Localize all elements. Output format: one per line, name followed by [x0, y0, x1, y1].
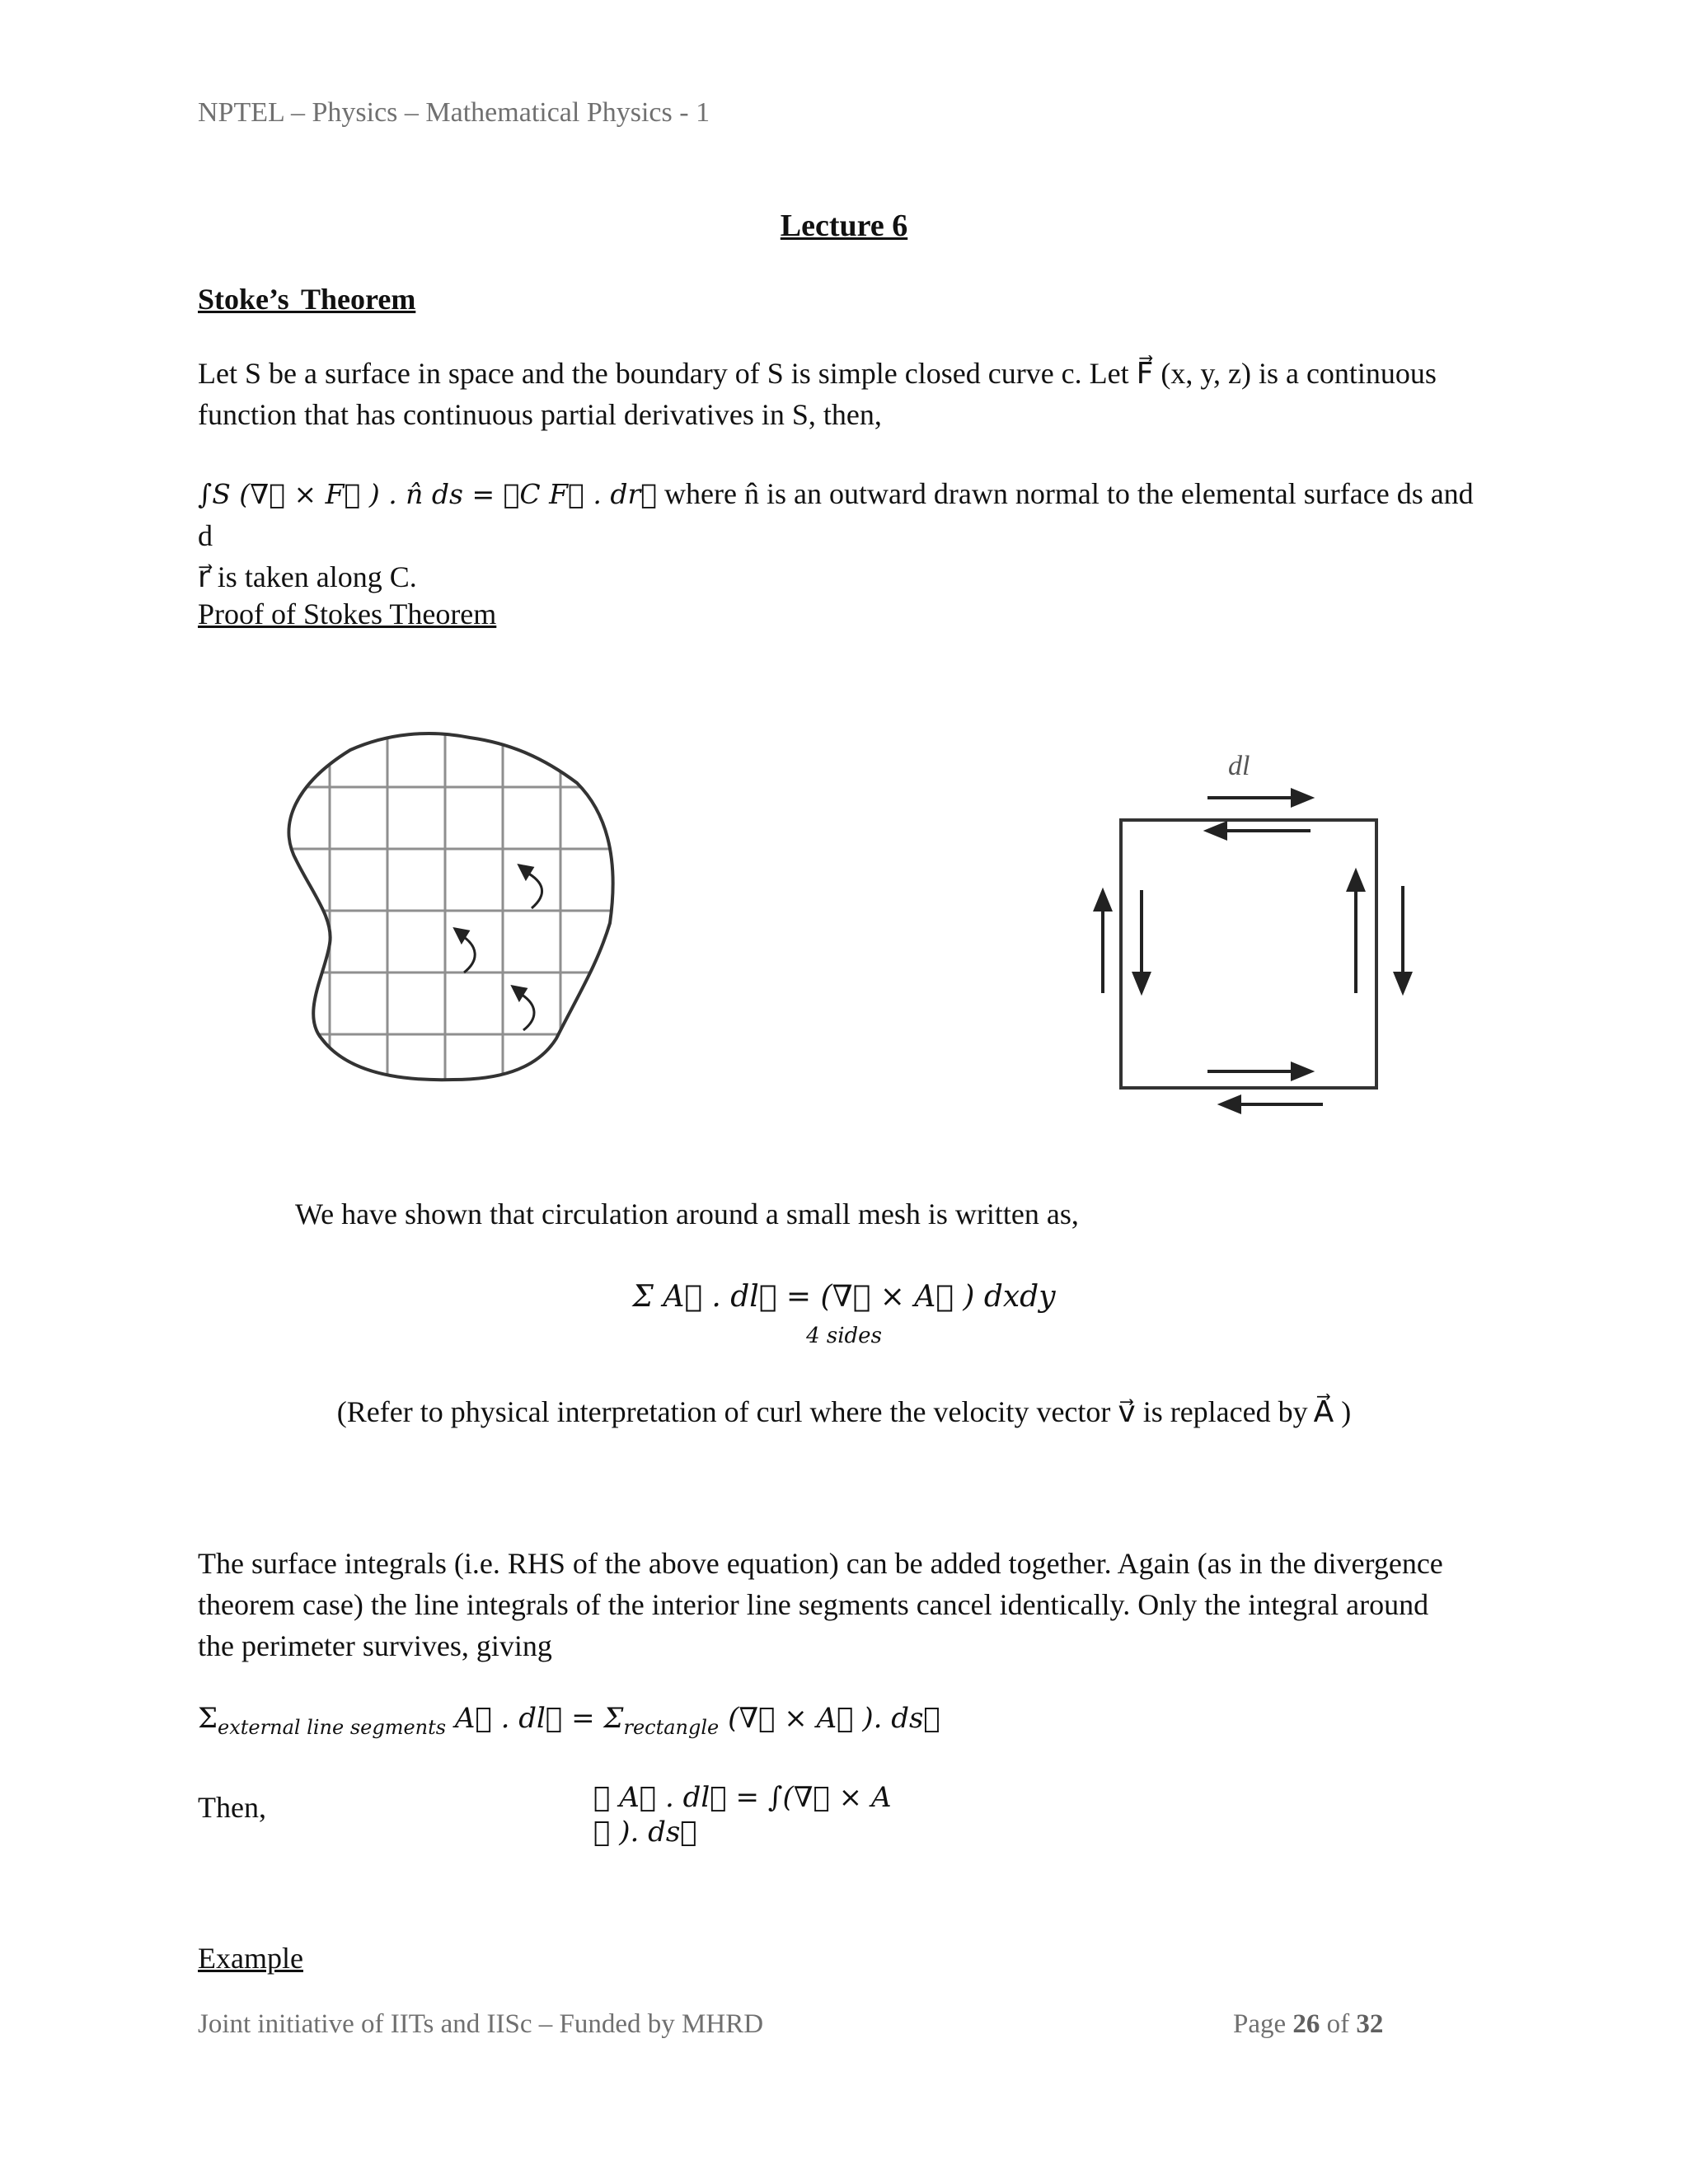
final-equation — [593, 1780, 892, 1849]
theorem-line-2: r⃗ is taken along C. — [198, 560, 417, 593]
page-prefix: Page — [1233, 2009, 1287, 2039]
page-current: 26 — [1292, 2009, 1320, 2039]
loop-arrows — [1095, 790, 1410, 1112]
surface-line-3: the perimeter survives, giving — [198, 1629, 552, 1662]
then-label: Then, — [198, 1791, 266, 1824]
page-total: 32 — [1356, 2009, 1384, 2039]
refer-note: (Refer to physical interpretation of curl where the velocity vector v⃗ is replaced by A⃗ ) — [336, 1395, 1352, 1428]
surface-line-1: The surface integrals (i.e. RHS of the above equation) can be added together. Again (as in the divergence — [198, 1547, 1443, 1580]
proof-heading: Proof of Stokes Theorem — [198, 598, 497, 630]
mesh-equation — [0, 1280, 1688, 1348]
sum-subscript-2: rectangle — [623, 1715, 720, 1739]
theorem-formula: ∫S (∇⃗ × F⃗ ) . n̂ ds = ∮C F⃗ . dr⃗ — [198, 478, 658, 510]
dl-label: dl — [1228, 751, 1250, 781]
mesh-text: We have shown that circulation around a small mesh is written as, — [295, 1197, 1079, 1230]
surface-boundary — [288, 733, 612, 1080]
sum-end: (∇⃗ × A⃗ ). ds⃗ — [728, 1702, 940, 1735]
theorem-text: where n̂ is an outward drawn normal to the elemental surface ds and d — [198, 477, 1474, 552]
loop-rectangle — [1121, 820, 1376, 1088]
lecture-title: Lecture 6 — [780, 209, 908, 243]
intro-line-2: function that has continuous partial derivatives in S, then, — [198, 398, 882, 431]
intro-paragraph — [198, 353, 1484, 435]
page-number — [1233, 2009, 1383, 2040]
example-heading: Example — [198, 1942, 303, 1975]
sum-equation — [198, 1702, 940, 1739]
page-header: NPTEL – Physics – Mathematical Physics - 1 — [198, 97, 710, 128]
mesh-surface-figure — [264, 725, 626, 1088]
intro-line-1: Let S be a surface in space and the boundary of S is simple closed curve c. Let F⃗ (x, y, z) is a continuous — [198, 357, 1437, 390]
footer-left: Joint initiative of IITs and IISc – Funded by MHRD — [198, 2009, 764, 2039]
circulation-arrows — [455, 865, 542, 1030]
loop-figure — [1080, 742, 1426, 1121]
mesh-formula: Σ A⃗ . dl⃗ = (∇⃗ × A⃗ ) dxdy — [632, 1280, 1056, 1314]
sum-middle: A⃗ . dl⃗ = Σ — [454, 1702, 624, 1735]
page-of: of — [1326, 2009, 1350, 2039]
surface-line-2: theorem case) the line integrals of the interior line segments cancel identically. Only the integral around — [198, 1588, 1429, 1621]
mesh-subscript: 4 sides — [806, 1324, 882, 1348]
theorem-line-1 — [198, 473, 1484, 556]
theorem-statement — [198, 473, 1484, 598]
final-eq-line-1: ∮ A⃗ . dl⃗ = ∫(∇⃗ × A — [593, 1781, 892, 1814]
section-title: Stoke’s Theorem — [198, 283, 416, 316]
final-eq-line-2: ⃗ ). ds⃗ — [593, 1816, 697, 1849]
sum-subscript-1: external line segments — [218, 1715, 447, 1739]
surface-paragraph — [198, 1543, 1484, 1666]
sigma-1: Σ — [198, 1702, 218, 1735]
